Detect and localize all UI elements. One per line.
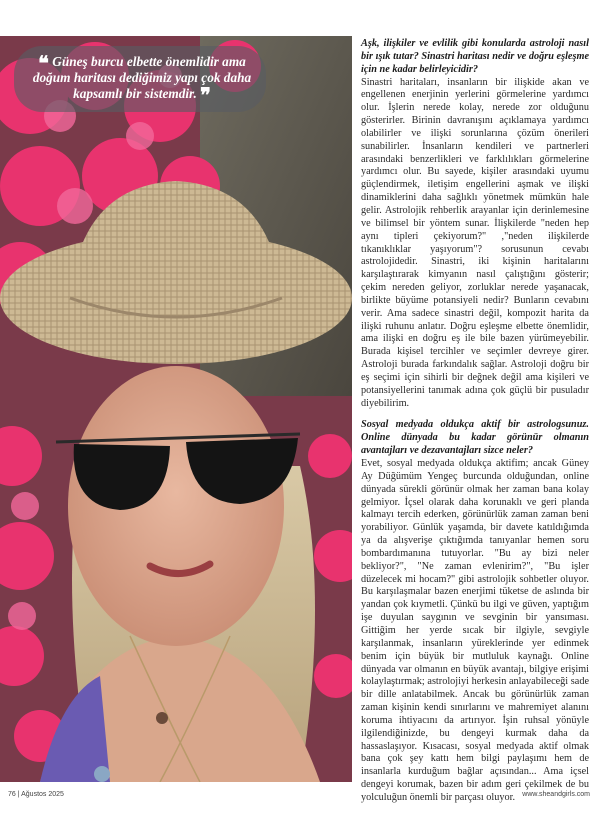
page-number: 76 <box>8 791 16 798</box>
interview-answer-2: Evet, sosyal medyada oldukça aktifim; ancak Güney Ay Düğümüm Yengeç burcunda olduğundan, online dünyada sürekli görünür olmak her zaman bana kolay gelmiyor. İçsel olarak daha korunaklı ve geri planda kalmayı tercih ederken, görünürlük zaman zaman beni yorabiliyor. Günlük yaşamda, bir davete katıldığımda ya da alışverişe çıktığımda tanıyanlar hemen soru bombardımanına tutuyorlar. "Bu ay bizi neler bekliyor?", "Ne zaman evlenirim?", "Bu işler düzelecek mi hocam?" gibi astrolojik sohbetler oluyor. Bu karşılaşmalar bazen enerjimi tüketse de aslında bir yandan çok kıymetli. Çünkü bu ilgi ve güven, yaptığım işe duyulan saygının ve sevginin bir yansıması. Gittiğim her yerde sıcak bir ilgiyle, sevgiyle karşılanmak, insanların yüreklerinde yer edinmek benim için büyük bir mutluluk kaynağı. Online dünyada var olmanın en büyük avantajı, bilgiye erişimi kolaylaştırmak; astrolojiyi herkesin anlayabileceği sade bir dille anlatabilmek. Ancak bu görünürlük zaman zaman kişinin kendi sınırlarını ve mahremiyet alanını koruma ihtiyacını da artırıyor. İşin ruhsal yönüyle ilgilendiğinizde, bu dengeyi kurmak daha da hassaslaşıyor. Kısacası, sosyal medyada aktif olmak bana çok şey kattı hem bilgi paylaşımı hem de insanlarla kurduğum bağlar açısından... Ama içsel dengeyi korumak, bazen bir adım geri çekilmek de bu yolculuğun önemli bir parçası oluyor. <box>361 458 589 803</box>
interview-question-1: Aşk, ilişkiler ve evlilik gibi konularda astroloji nasıl bir ışık tutar? Sinastri haritası nedir ve doğru eşleşme için ne kadar belirleyicidir? <box>361 38 589 75</box>
portrait-photo <box>0 36 352 782</box>
pull-quote <box>14 46 266 112</box>
close-quote-icon: ❞ <box>200 85 211 107</box>
website-link[interactable]: www.sheandgirls.com <box>522 791 590 798</box>
open-quote-icon: ❝ <box>38 53 49 75</box>
issue-date: Ağustos 2025 <box>21 791 64 798</box>
footer-left: 76 | Ağustos 2025 <box>8 791 64 798</box>
face <box>68 366 284 646</box>
page-footer <box>8 791 590 805</box>
article-column <box>361 38 589 805</box>
interview-question-2: Sosyal medyada oldukça aktif bir astrologsunuz. Online dünyada bu kadar görünür olmanın avantajları ve dezavantajları sizce neler? <box>361 419 589 457</box>
interview-answer-1: Sinastri haritaları, insanların bir ilişkide akan ve engellenen enerjinin yerlerini görmelerine yardımcı olur. İşlerin nerede kolay, nerede zor olduğunu gösterirler. Birinin davranışını açıklamaya yardımcı olabilirler ve ilişki sorunlarına çözüm önerileri sunabilirler. İnsanların kendileri ve partnerleri arasındaki benzerlikleri ve farklılıkları görmelerine yardımcı olur. Bu sayede, kişiler arasındaki uyumu güçlendirmek, iletişim engellerini aşmak ve ilişki dinamiklerini daha sağlıklı yönetmek mümkün hale gelir. Astrolojik rehberlik arayanlar için derinlemesine ve bilimsel bir yöntem sunar. İlişkilerde "neden hep aynı tipleri çekiyorum?" ,"neden ilişkilerde tıkanıklıklar yaşıyorum"? sorusunun cevabı astrolojidedir. Sinastri, iki kişinin haritalarını karşılaştırarak kimyanın nasıl çalıştığını gösterir; çekim nereden geliyor, zorluklar nerede yaşanacak, birlikte büyüme potansiyeli nedir? Bunların cevabını verir. Ama sadece sinastri değil, kompozit harita da ilişki ruhunu anlatır. Doğru eşleşme elbette önemlidir, ama ilişki en doğru eş ile bile bazen yürümeyebilir. Burada kişisel tercihler ve seçimler devreye girer. Astroloji burada farkındalık sağlar. Astroloji doğru bir eş seçimi için sihirli bir değnek değil ama kişileri ve potansiyellerini tanımak adına çok güçlü bir pusuladır diyebilirim. <box>361 76 589 409</box>
portrait-illustration <box>0 36 352 782</box>
pull-quote-text: Güneş burcu elbette önemlidir ama doğum haritası dediğimiz yapı çok daha kapsamlı bir sistemdir. <box>32 54 252 101</box>
